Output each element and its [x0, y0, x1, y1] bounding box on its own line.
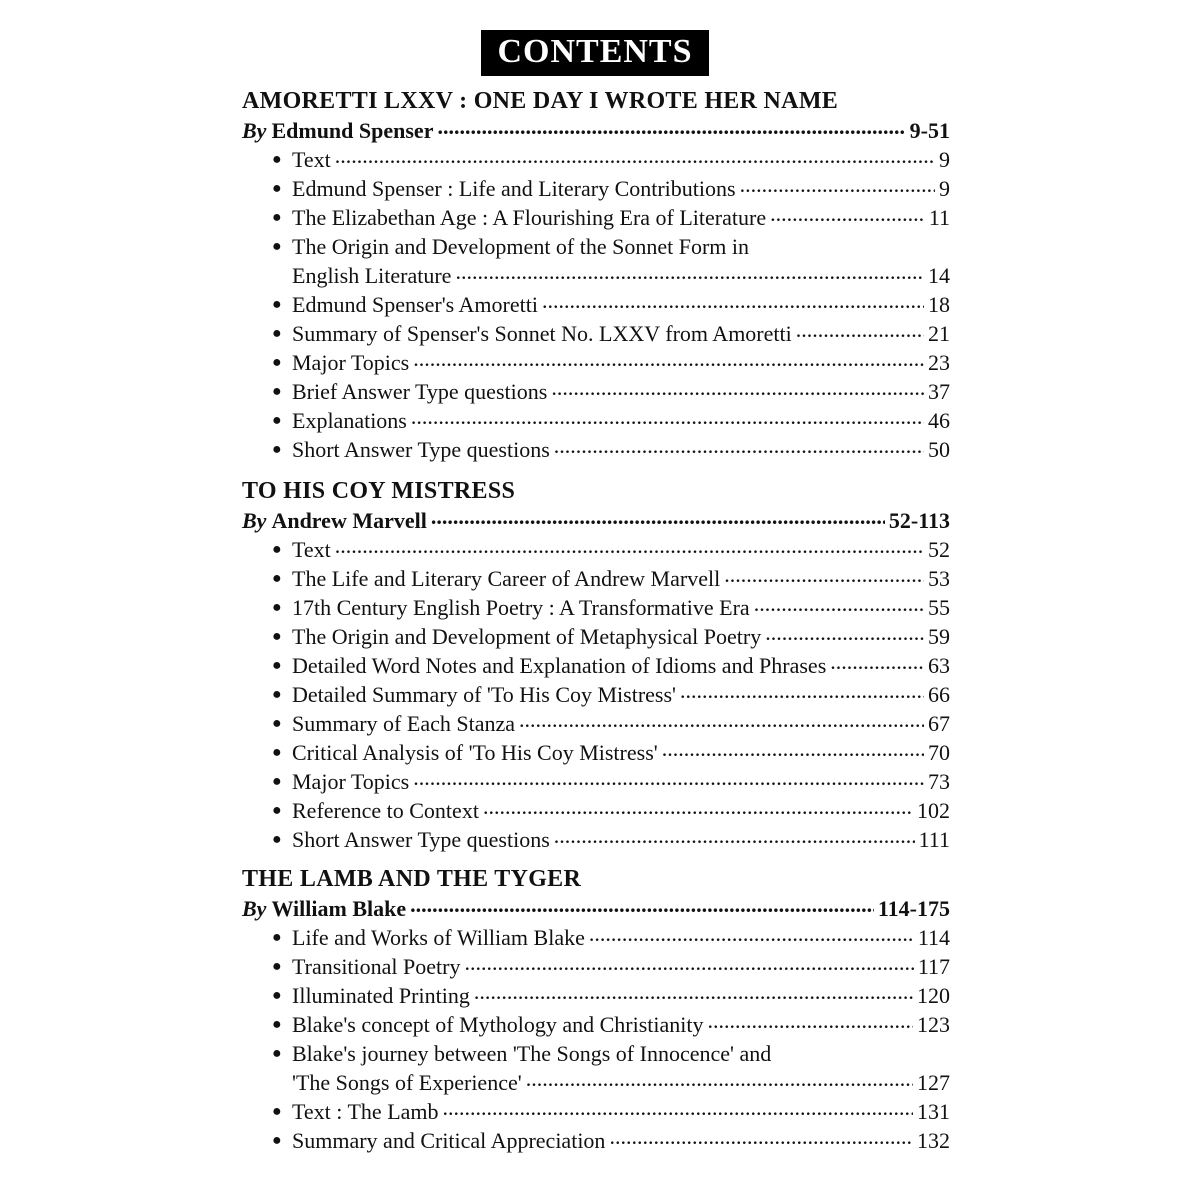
- entry-line: [292, 952, 950, 981]
- entry-page-number: 50: [928, 437, 950, 462]
- bullet-icon: ●: [272, 715, 282, 732]
- entry-text: Detailed Summary of 'To His Coy Mistress': [292, 682, 677, 707]
- entry-page-number: 114: [917, 925, 950, 950]
- entry-text: Reference to Context: [292, 798, 479, 823]
- toc-entry: [242, 767, 950, 796]
- dot-leader: [724, 564, 924, 586]
- entry-page-number: 11: [928, 205, 950, 230]
- dot-leader: [609, 1126, 913, 1148]
- entry-page-number: 53: [928, 566, 950, 591]
- dot-leader: [413, 767, 924, 789]
- entry-page-number: 55: [928, 595, 950, 620]
- bullet-icon: ●: [272, 628, 282, 645]
- toc-entry: [242, 290, 950, 319]
- bullet-icon: ●: [272, 570, 282, 587]
- entry-page-number: 131: [917, 1099, 950, 1124]
- dot-leader: [551, 377, 924, 399]
- by-label: By: [242, 896, 267, 921]
- entry-text: Short Answer Type questions: [292, 827, 550, 852]
- by-label: By: [242, 508, 267, 533]
- toc-entry: [242, 680, 950, 709]
- dot-leader: [754, 593, 924, 615]
- toc-entry: [242, 651, 950, 680]
- dot-leader: [542, 290, 924, 312]
- entry-line: [292, 261, 950, 290]
- entry-line: [292, 709, 950, 738]
- dot-leader: [662, 738, 924, 760]
- entry-body: [292, 825, 950, 854]
- entry-page-number: 66: [928, 682, 950, 707]
- bullet-icon: ●: [272, 686, 282, 703]
- bullet-icon: ●: [272, 296, 282, 313]
- entry-body: [292, 1039, 950, 1097]
- by-label: By: [242, 118, 267, 143]
- bullet-icon: ●: [272, 802, 282, 819]
- entry-page-number: 70: [928, 740, 950, 765]
- dot-leader: [765, 622, 924, 644]
- bullet-icon: ●: [272, 1132, 282, 1149]
- entry-line: [292, 348, 950, 377]
- bullet-icon: ●: [272, 657, 282, 674]
- section-heading: TO HIS COY MISTRESS: [242, 478, 516, 504]
- dot-leader: [519, 709, 924, 731]
- entry-text: The Origin and Development of Metaphysical Poetry: [292, 624, 762, 649]
- dot-leader: [708, 1010, 913, 1032]
- toc-entry: [242, 1039, 950, 1097]
- dot-leader: [431, 506, 885, 528]
- entry-line: [292, 738, 950, 767]
- bullet-icon: ●: [272, 383, 282, 400]
- author-name: William Blake: [271, 896, 407, 921]
- entry-line: [292, 406, 950, 435]
- bullet-icon: ●: [272, 1103, 282, 1120]
- entry-body: [292, 174, 950, 203]
- entry-page-number: 23: [928, 350, 950, 375]
- dot-leader: [437, 116, 905, 138]
- entry-line: [292, 145, 950, 174]
- entry-line: [292, 622, 950, 651]
- entry-page-number: 73: [928, 769, 950, 794]
- bullet-icon: ●: [272, 209, 282, 226]
- toc-entry: [242, 1010, 950, 1039]
- author-name: Edmund Spenser: [271, 118, 434, 143]
- toc-entry: [242, 923, 950, 952]
- toc-entry: [242, 796, 950, 825]
- entry-body: [292, 709, 950, 738]
- entry-page-number: 102: [917, 798, 950, 823]
- entry-page-number: 63: [928, 653, 950, 678]
- entry-body: [292, 435, 950, 464]
- bullet-icon: ●: [272, 354, 282, 371]
- dot-leader: [830, 651, 924, 673]
- bullet-icon: ●: [272, 441, 282, 458]
- dot-leader: [474, 981, 913, 1003]
- bullet-icon: ●: [272, 1016, 282, 1033]
- entry-body: [292, 952, 950, 981]
- toc-item-list: [242, 923, 950, 1155]
- toc-item-list: [242, 535, 950, 854]
- entry-line: [292, 435, 950, 464]
- entry-page-number: 111: [918, 827, 950, 852]
- section-page-range: 9-51: [909, 118, 950, 143]
- entry-body: [292, 406, 950, 435]
- entry-page-number: 18: [928, 292, 950, 317]
- entry-text: Critical Analysis of 'To His Coy Mistress': [292, 740, 658, 765]
- entry-line: [292, 796, 950, 825]
- entry-body: [292, 1010, 950, 1039]
- entry-line: [292, 174, 950, 203]
- toc-section: [242, 864, 950, 1155]
- dot-leader: [483, 796, 913, 818]
- bullet-icon: ●: [272, 599, 282, 616]
- bullet-icon: ●: [272, 541, 282, 558]
- toc-entry: [242, 1126, 950, 1155]
- toc-entry: [242, 593, 950, 622]
- entry-line: [292, 290, 950, 319]
- entry-body: [292, 535, 950, 564]
- entry-page-number: 127: [917, 1070, 950, 1095]
- toc-entry: [242, 203, 950, 232]
- entry-line: [292, 564, 950, 593]
- section-heading: AMORETTI LXXV : ONE DAY I WROTE HER NAME: [242, 88, 839, 114]
- entry-text: Major Topics: [292, 350, 410, 375]
- entry-page-number: 117: [917, 954, 950, 979]
- entry-line: [292, 319, 950, 348]
- bullet-icon: ●: [272, 180, 282, 197]
- entry-body: [292, 680, 950, 709]
- entry-text: The Life and Literary Career of Andrew Marvell: [292, 566, 721, 591]
- contents-page: [242, 30, 950, 1155]
- dot-leader: [554, 435, 924, 457]
- toc-entry: [242, 738, 950, 767]
- entry-text: Brief Answer Type questions: [292, 379, 548, 404]
- toc-entry: [242, 174, 950, 203]
- entry-page-number: 132: [917, 1128, 950, 1153]
- bullet-icon: ●: [272, 958, 282, 975]
- entry-text: Text: [292, 147, 331, 172]
- entry-page-number: 120: [917, 983, 950, 1008]
- entry-body: [292, 203, 950, 232]
- entry-text: English Literature: [292, 263, 452, 288]
- bullet-icon: ●: [272, 151, 282, 168]
- entry-text: Short Answer Type questions: [292, 437, 550, 462]
- entry-page-number: 46: [928, 408, 950, 433]
- entry-line: [292, 203, 950, 232]
- section-page-range: 114-175: [877, 896, 950, 921]
- toc-item-list: [242, 145, 950, 464]
- entry-text: Summary of Each Stanza: [292, 711, 515, 736]
- entry-line: [292, 651, 950, 680]
- entry-text: The Elizabethan Age : A Flourishing Era of Literature: [292, 205, 767, 230]
- entry-line: [292, 767, 950, 796]
- dot-leader: [335, 535, 924, 557]
- author-row: [242, 116, 950, 145]
- entry-body: [292, 923, 950, 952]
- dot-leader: [589, 923, 914, 945]
- entry-page-number: 59: [928, 624, 950, 649]
- entry-text: Major Topics: [292, 769, 410, 794]
- toc-section: [242, 86, 950, 464]
- entry-page-number: 21: [928, 321, 950, 346]
- section-page-range: 52-113: [888, 508, 950, 533]
- entry-text: 'The Songs of Experience': [292, 1070, 522, 1095]
- entry-text: Edmund Spenser's Amoretti: [292, 292, 538, 317]
- entry-line: [292, 593, 950, 622]
- toc-entry: [242, 145, 950, 174]
- toc-entry: [242, 981, 950, 1010]
- entry-body: [292, 593, 950, 622]
- dot-leader: [554, 825, 915, 847]
- dot-leader: [410, 894, 874, 916]
- entry-text-line1: Blake's journey between 'The Songs of Innocence' and: [292, 1041, 772, 1066]
- bullet-icon: ●: [272, 412, 282, 429]
- entry-line: [292, 981, 950, 1010]
- entry-line: [292, 1010, 950, 1039]
- toc-entry: [242, 435, 950, 464]
- entry-text: Summary of Spenser's Sonnet No. LXXV from Amoretti: [292, 321, 792, 346]
- entry-text: Blake's concept of Mythology and Christianity: [292, 1012, 704, 1037]
- dot-leader: [464, 952, 913, 974]
- entry-body: [292, 796, 950, 825]
- page-title: CONTENTS: [481, 30, 708, 76]
- bullet-icon: ●: [272, 325, 282, 342]
- toc-entry: [242, 622, 950, 651]
- toc-entry: [242, 377, 950, 406]
- author-row: [242, 506, 950, 535]
- entry-body: [292, 377, 950, 406]
- entry-page-number: 9: [939, 147, 950, 172]
- entry-body: [292, 767, 950, 796]
- entry-body: [292, 348, 950, 377]
- title-wrap: [240, 30, 950, 76]
- entry-line: [292, 923, 950, 952]
- entry-page-number: 67: [928, 711, 950, 736]
- entry-body: [292, 564, 950, 593]
- dot-leader: [796, 319, 924, 341]
- entry-body: [292, 232, 950, 290]
- bullet-icon: ●: [272, 929, 282, 946]
- entry-line: [292, 535, 950, 564]
- entry-body: [292, 145, 950, 174]
- toc-entry: [242, 232, 950, 290]
- dot-leader: [770, 203, 925, 225]
- entry-text: Detailed Word Notes and Explanation of Idioms and Phrases: [292, 653, 827, 678]
- dot-leader: [413, 348, 924, 370]
- entry-body: [292, 290, 950, 319]
- toc-entry: [242, 406, 950, 435]
- toc-entry: [242, 535, 950, 564]
- dot-leader: [335, 145, 935, 167]
- entry-text: Life and Works of William Blake: [292, 925, 585, 950]
- bullet-icon: ●: [272, 831, 282, 848]
- dot-leader: [740, 174, 935, 196]
- entry-page-number: 9: [939, 176, 950, 201]
- toc-entry: [242, 348, 950, 377]
- entry-text: Explanations: [292, 408, 407, 433]
- entry-body: [292, 1097, 950, 1126]
- author-name: Andrew Marvell: [271, 508, 427, 533]
- entry-line: [292, 1126, 950, 1155]
- entry-body: [292, 651, 950, 680]
- entry-text: Text: [292, 537, 331, 562]
- entry-body: [292, 1126, 950, 1155]
- author-row: [242, 894, 950, 923]
- section-heading: THE LAMB AND THE TYGER: [242, 866, 582, 892]
- entry-line: [292, 825, 950, 854]
- entry-text: 17th Century English Poetry : A Transformative Era: [292, 595, 750, 620]
- sections-list: [242, 86, 950, 1155]
- bullet-icon: ●: [272, 1045, 282, 1062]
- entry-body: [292, 738, 950, 767]
- toc-section: [242, 476, 950, 854]
- dot-leader: [443, 1097, 913, 1119]
- entry-text: Transitional Poetry: [292, 954, 461, 979]
- entry-body: [292, 319, 950, 348]
- entry-line: [292, 377, 950, 406]
- entry-text-line1: The Origin and Development of the Sonnet Form in: [292, 234, 750, 259]
- toc-entry: [242, 952, 950, 981]
- entry-page-number: 37: [928, 379, 950, 404]
- bullet-icon: ●: [272, 744, 282, 761]
- entry-text: Edmund Spenser : Life and Literary Contributions: [292, 176, 736, 201]
- dot-leader: [526, 1068, 913, 1090]
- bullet-icon: ●: [272, 238, 282, 255]
- entry-line: [292, 1068, 950, 1097]
- entry-text: Text : The Lamb: [292, 1099, 439, 1124]
- entry-line: [292, 680, 950, 709]
- entry-body: [292, 622, 950, 651]
- toc-entry: [242, 1097, 950, 1126]
- toc-entry: [242, 825, 950, 854]
- bullet-icon: ●: [272, 987, 282, 1004]
- entry-text: Illuminated Printing: [292, 983, 470, 1008]
- entry-line: [292, 1097, 950, 1126]
- entry-page-number: 14: [928, 263, 950, 288]
- bullet-icon: ●: [272, 773, 282, 790]
- toc-entry: [242, 564, 950, 593]
- toc-entry: [242, 319, 950, 348]
- entry-page-number: 123: [917, 1012, 950, 1037]
- entry-text: Summary and Critical Appreciation: [292, 1128, 606, 1153]
- dot-leader: [680, 680, 924, 702]
- toc-entry: [242, 709, 950, 738]
- entry-page-number: 52: [928, 537, 950, 562]
- entry-body: [292, 981, 950, 1010]
- dot-leader: [455, 261, 924, 283]
- dot-leader: [411, 406, 924, 428]
